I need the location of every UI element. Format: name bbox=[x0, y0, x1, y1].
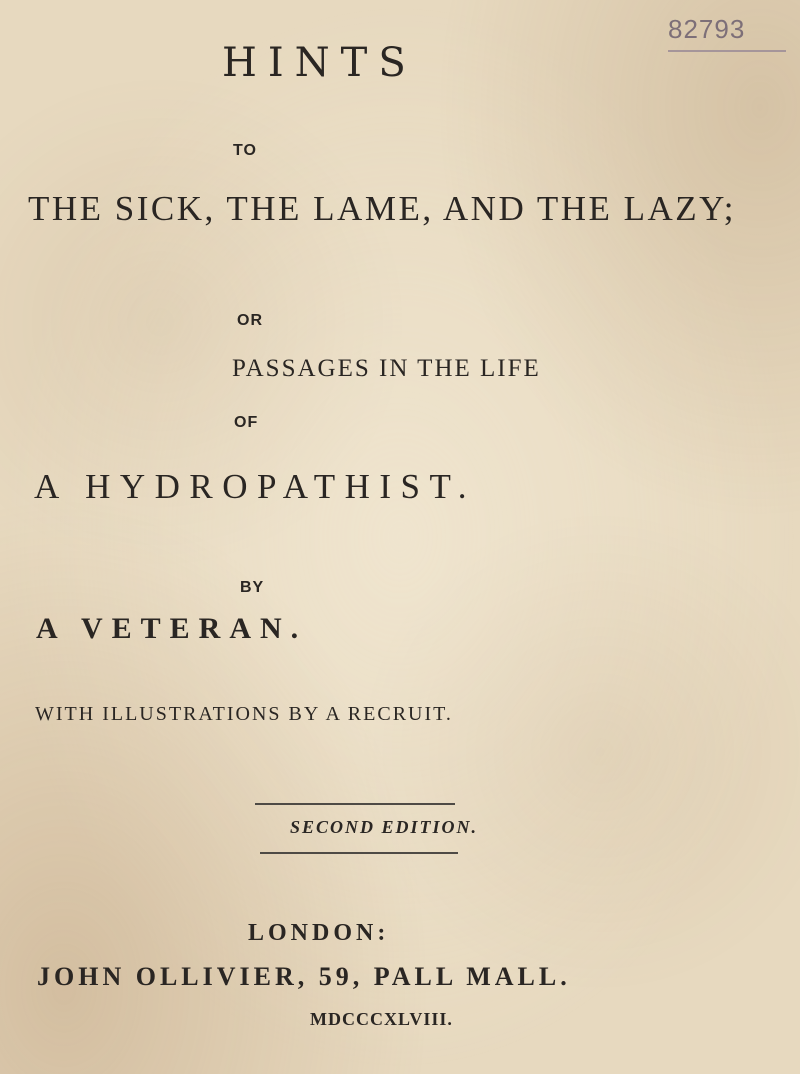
imprint-city: LONDON: bbox=[248, 920, 390, 946]
connector-of: OF bbox=[234, 414, 259, 431]
imprint-year: MDCCCXLVIII. bbox=[310, 1009, 453, 1029]
connector-to: TO bbox=[233, 142, 257, 159]
connector-or: OR bbox=[237, 312, 263, 329]
subtitle-line-3: A HYDROPATHIST. bbox=[34, 467, 476, 506]
divider-bottom bbox=[260, 852, 458, 854]
title: HINTS bbox=[222, 40, 417, 86]
catalog-number: 82793 bbox=[668, 14, 746, 44]
connector-by: BY bbox=[240, 579, 265, 596]
subtitle-line-2: PASSAGES IN THE LIFE bbox=[232, 355, 541, 382]
author: A VETERAN. bbox=[36, 612, 308, 645]
divider-top bbox=[255, 803, 455, 805]
edition: SECOND EDITION. bbox=[290, 817, 479, 837]
imprint-publisher: JOHN OLLIVIER, 59, PALL MALL. bbox=[37, 962, 571, 991]
illustrations-credit: WITH ILLUSTRATIONS BY A RECRUIT. bbox=[35, 703, 453, 725]
subtitle-line-1: THE SICK, THE LAME, AND THE LAZY; bbox=[28, 189, 736, 228]
